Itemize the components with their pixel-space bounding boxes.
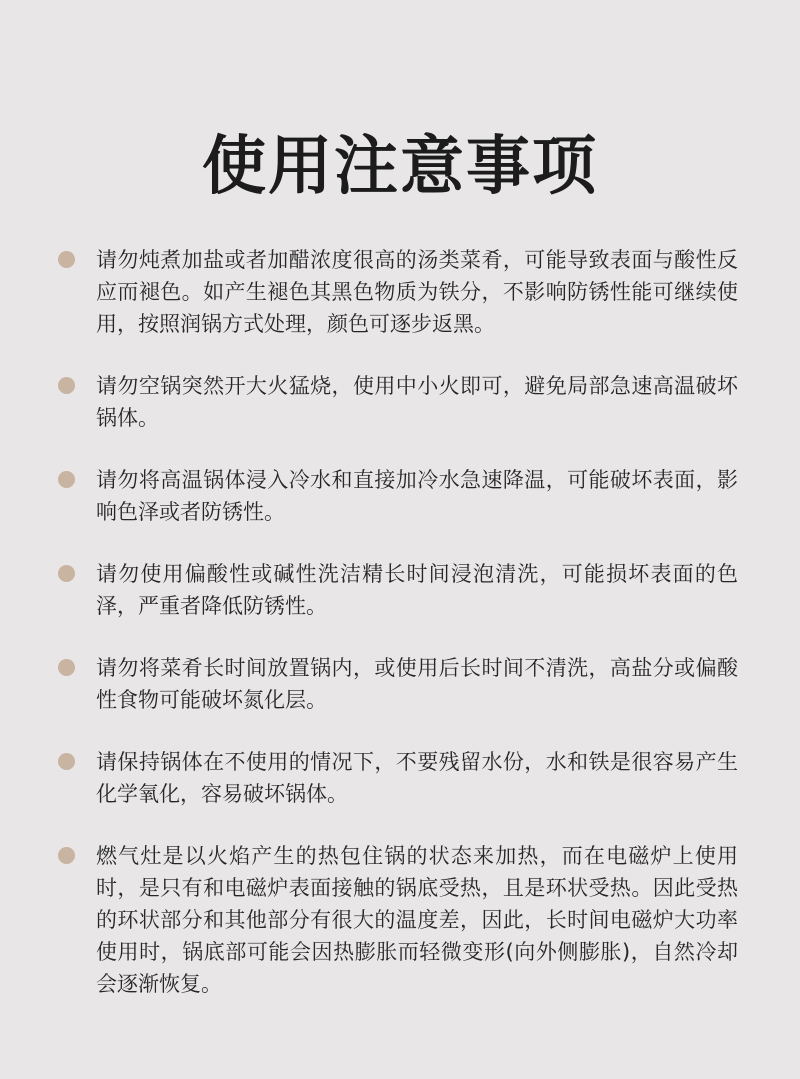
bullet-dot-icon bbox=[58, 471, 75, 488]
note-text: 请勿空锅突然开大火猛烧，使用中小火即可，避免局部急速高温破坏锅体。 bbox=[96, 374, 738, 430]
note-item bbox=[58, 464, 738, 528]
page-title: 使用注意事项 bbox=[202, 129, 598, 204]
note-text: 请勿使用偏酸性或碱性洗洁精长时间浸泡清洗，可能损坏表面的色泽，严重者降低防锈性。 bbox=[96, 562, 738, 618]
note-item bbox=[58, 370, 738, 434]
note-text: 请勿将菜肴长时间放置锅内，或使用后长时间不清洗，高盐分或偏酸性食物可能破坏氮化层。 bbox=[96, 656, 738, 712]
note-item bbox=[58, 652, 738, 716]
bullet-dot-icon bbox=[58, 565, 75, 582]
note-text: 请勿炖煮加盐或者加醋浓度很高的汤类菜肴，可能导致表面与酸性反应而褪色。如产生褪色其黑色物质为铁分，不影响防锈性能可继续使用，按照润锅方式处理，颜色可逐步返黑。 bbox=[96, 248, 738, 336]
bullet-dot-icon bbox=[58, 251, 75, 268]
note-item bbox=[58, 840, 738, 1000]
note-item bbox=[58, 558, 738, 622]
bullet-dot-icon bbox=[58, 753, 75, 770]
note-text: 请保持锅体在不使用的情况下，不要残留水份，水和铁是很容易产生化学氧化，容易破坏锅体。 bbox=[96, 750, 738, 806]
bullet-dot-icon bbox=[58, 659, 75, 676]
note-text: 燃气灶是以火焰产生的热包住锅的状态来加热，而在电磁炉上使用时，是只有和电磁炉表面接触的锅底受热，且是环状受热。因此受热的环状部分和其他部分有很大的温度差，因此，长时间电磁炉大功率使用时，锅底部可能会因热膨胀而轻微变形(向外侧膨胀)，自然冷却会逐渐恢复。 bbox=[96, 844, 738, 996]
note-item bbox=[58, 746, 738, 810]
note-text: 请勿将高温锅体浸入冷水和直接加冷水急速降温，可能破坏表面，影响色泽或者防锈性。 bbox=[96, 468, 738, 524]
notes-list bbox=[58, 244, 738, 1030]
bullet-dot-icon bbox=[58, 377, 75, 394]
note-item bbox=[58, 244, 738, 340]
bullet-dot-icon bbox=[58, 847, 75, 864]
